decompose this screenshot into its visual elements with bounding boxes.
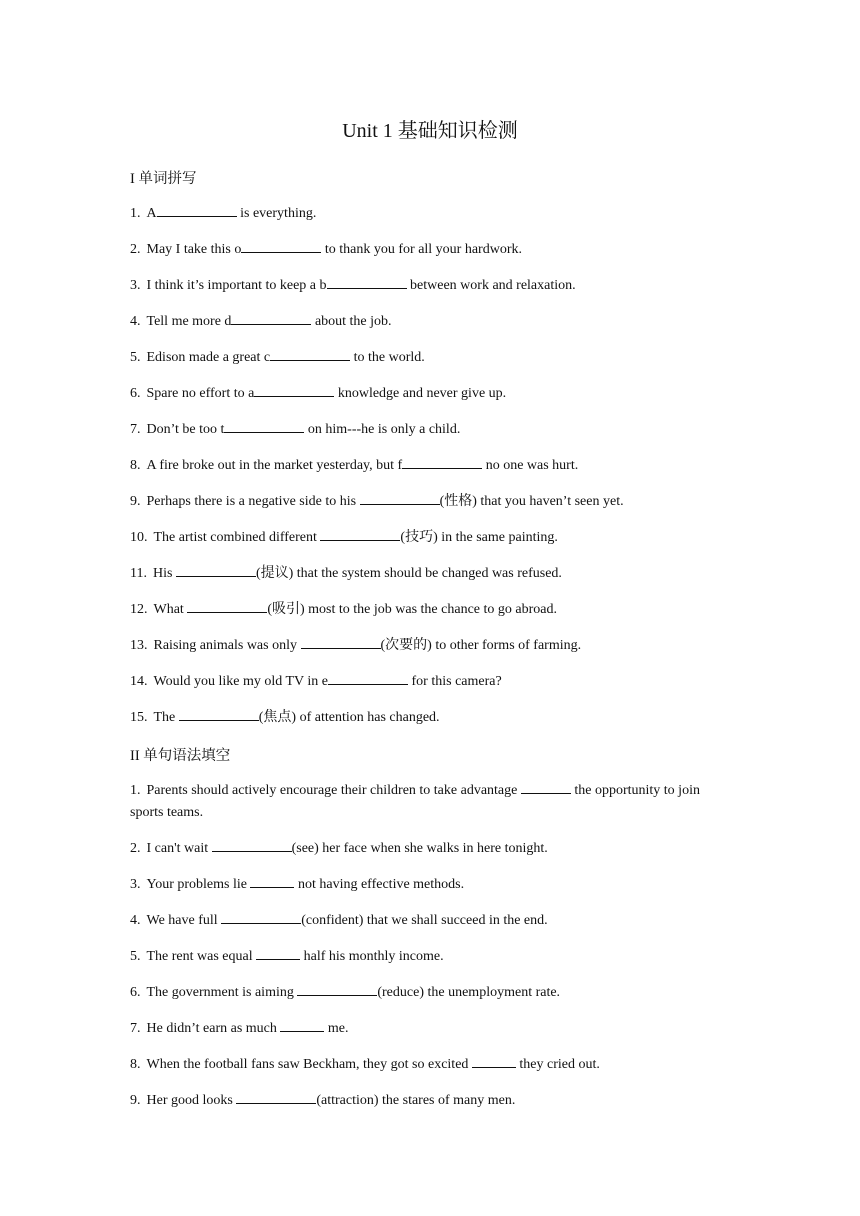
answer-blank[interactable] — [231, 310, 311, 325]
question-item — [130, 454, 735, 477]
question-text-after: not having effective methods. — [294, 877, 465, 892]
question-item — [130, 202, 735, 225]
question-text-after: (attraction) the stares of many men. — [316, 1093, 516, 1108]
question-text-before: The rent was equal — [146, 949, 257, 964]
answer-blank[interactable] — [301, 634, 381, 649]
question-number: 2. — [130, 841, 141, 856]
question-text-before: Edison made a great c — [146, 350, 271, 365]
question-text-before: May I take this o — [146, 242, 242, 257]
question-text-before: Parents should actively encourage their children to take advantage — [146, 783, 521, 798]
question-text-before: The — [153, 710, 179, 725]
answer-blank[interactable] — [176, 562, 256, 577]
question-text-before: I think it’s important to keep a b — [146, 278, 327, 293]
question-text-before: Her good looks — [146, 1093, 237, 1108]
answer-blank[interactable] — [402, 454, 482, 469]
question-text-after: (次要的) to other forms of farming. — [380, 638, 582, 653]
question-number: 6. — [130, 985, 141, 1000]
question-text-after: (技巧) in the same painting. — [400, 530, 558, 545]
question-number: 9. — [130, 1093, 141, 1108]
question-text-before: Raising animals was only — [153, 638, 301, 653]
question-text-after: between work and relaxation. — [406, 278, 576, 293]
question-number: 3. — [130, 877, 141, 892]
question-text-before: He didn’t earn as much — [146, 1021, 281, 1036]
question-number: 1. — [130, 783, 141, 798]
question-text-after: (see) her face when she walks in here tonight. — [291, 841, 548, 856]
question-text-before: Would you like my old TV in e — [153, 674, 329, 689]
answer-blank[interactable] — [521, 779, 571, 794]
question-number: 10. — [130, 530, 148, 545]
question-text-after: on him---he is only a child. — [304, 422, 461, 437]
question-number: 4. — [130, 314, 141, 329]
question-item — [130, 382, 735, 405]
question-text-after: is everything. — [236, 206, 317, 221]
answer-blank[interactable] — [320, 526, 400, 541]
question-text-after: they cried out. — [515, 1057, 600, 1072]
question-text-after: no one was hurt. — [482, 458, 579, 473]
question-item — [130, 909, 735, 932]
answer-blank[interactable] — [221, 909, 301, 924]
question-item — [130, 670, 735, 693]
question-text-after: (reduce) the unemployment rate. — [377, 985, 561, 1000]
question-text-before: His — [152, 566, 176, 581]
question-item — [130, 526, 735, 549]
question-text-before: When the football fans saw Beckham, they got so excited — [146, 1057, 472, 1072]
question-text-before: Spare no effort to a — [146, 386, 255, 401]
question-item — [130, 634, 735, 657]
question-number: 15. — [130, 710, 148, 725]
answer-blank[interactable] — [224, 418, 304, 433]
section-heading-grammar: II 单句语法填空 — [130, 748, 231, 764]
question-item — [130, 274, 735, 297]
question-number: 1. — [130, 206, 141, 221]
question-number: 8. — [130, 458, 141, 473]
question-item — [130, 981, 735, 1004]
question-item — [130, 490, 735, 513]
question-text-after: about the job. — [311, 314, 392, 329]
question-number: 9. — [130, 494, 141, 509]
question-text-after: the opportunity to join sports teams. — [130, 783, 700, 820]
page-title: Unit 1 基础知识检测 — [342, 120, 518, 142]
question-item — [130, 598, 735, 621]
answer-blank[interactable] — [254, 382, 334, 397]
question-number: 6. — [130, 386, 141, 401]
question-item — [130, 706, 735, 729]
answer-blank[interactable] — [280, 1017, 324, 1032]
question-item — [130, 873, 735, 896]
question-number: 13. — [130, 638, 148, 653]
question-number: 14. — [130, 674, 148, 689]
answer-blank[interactable] — [187, 598, 267, 613]
question-text-after: (吸引) most to the job was the chance to go abroad. — [267, 602, 557, 617]
question-text-before: A — [146, 206, 157, 221]
section-heading-vocabulary: I 单词拼写 — [130, 171, 197, 187]
question-text-after: (提议) that the system should be changed was refused. — [255, 566, 562, 581]
question-item — [130, 562, 735, 585]
question-number: 7. — [130, 422, 141, 437]
question-item — [130, 837, 735, 860]
answer-blank[interactable] — [360, 490, 440, 505]
question-item — [130, 238, 735, 261]
question-item — [130, 945, 735, 968]
question-item — [130, 1017, 735, 1040]
answer-blank[interactable] — [472, 1053, 516, 1068]
question-number: 7. — [130, 1021, 141, 1036]
question-number: 11. — [130, 566, 147, 581]
answer-blank[interactable] — [179, 706, 259, 721]
question-item — [130, 1089, 735, 1112]
question-number: 5. — [130, 949, 141, 964]
question-text-after: (焦点) of attention has changed. — [258, 710, 440, 725]
question-number: 12. — [130, 602, 148, 617]
answer-blank[interactable] — [157, 202, 237, 217]
question-text-before: The government is aiming — [146, 985, 298, 1000]
answer-blank[interactable] — [250, 873, 294, 888]
question-text-before: Perhaps there is a negative side to his — [146, 494, 360, 509]
question-item — [130, 346, 735, 369]
answer-blank[interactable] — [297, 981, 377, 996]
answer-blank[interactable] — [236, 1089, 316, 1104]
question-text-after: (confident) that we shall succeed in the end. — [301, 913, 548, 928]
question-number: 5. — [130, 350, 141, 365]
question-number: 8. — [130, 1057, 141, 1072]
question-item — [130, 779, 735, 824]
question-item — [130, 418, 735, 441]
answer-blank[interactable] — [256, 945, 300, 960]
question-text-before: The artist combined different — [153, 530, 321, 545]
question-text-before: Tell me more d — [146, 314, 232, 329]
question-text-after: to thank you for all your hardwork. — [321, 242, 522, 257]
question-number: 3. — [130, 278, 141, 293]
question-text-after: half his monthly income. — [300, 949, 444, 964]
question-item — [130, 1053, 735, 1076]
question-text-before: We have full — [146, 913, 222, 928]
question-item — [130, 310, 735, 333]
answer-blank[interactable] — [241, 238, 321, 253]
question-text-before: What — [153, 602, 188, 617]
question-text-after: to the world. — [350, 350, 425, 365]
question-text-after: knowledge and never give up. — [334, 386, 507, 401]
question-number: 2. — [130, 242, 141, 257]
answer-blank[interactable] — [270, 346, 350, 361]
question-text-before: A fire broke out in the market yesterday, but f — [146, 458, 403, 473]
question-text-after: (性格) that you haven’t seen yet. — [439, 494, 624, 509]
answer-blank[interactable] — [327, 274, 407, 289]
question-text-before: I can't wait — [146, 841, 212, 856]
question-text-before: Your problems lie — [146, 877, 251, 892]
question-text-before: Don’t be too t — [146, 422, 225, 437]
answer-blank[interactable] — [328, 670, 408, 685]
question-text-after: me. — [324, 1021, 349, 1036]
question-text-after: for this camera? — [408, 674, 502, 689]
question-number: 4. — [130, 913, 141, 928]
answer-blank[interactable] — [212, 837, 292, 852]
